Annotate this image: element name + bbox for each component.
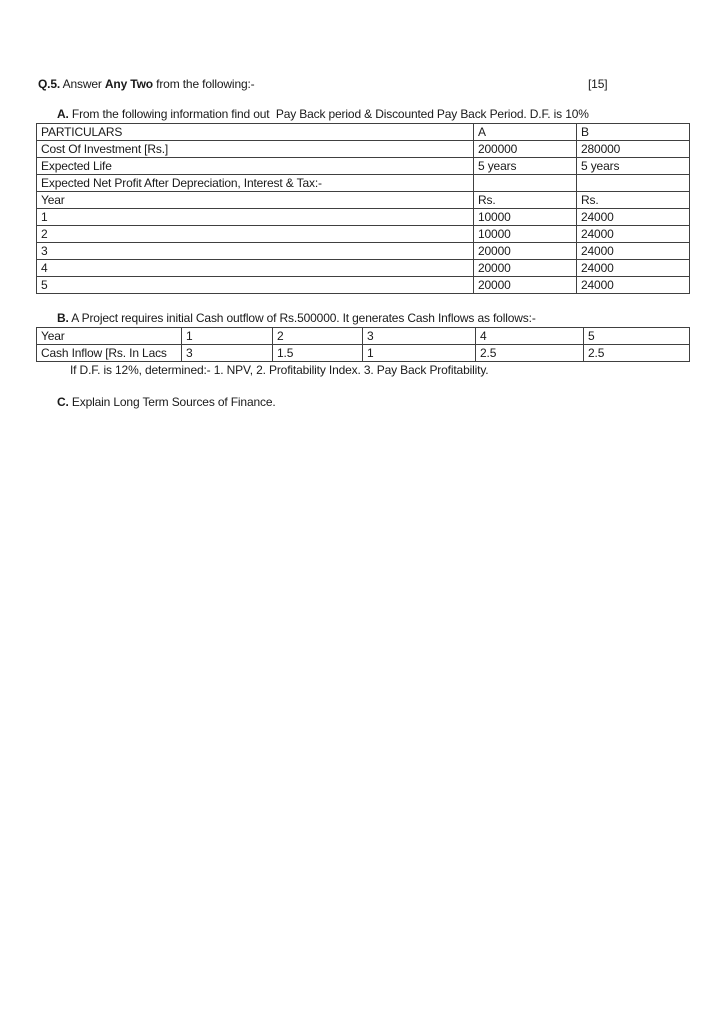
table-row xyxy=(37,209,690,226)
table-row xyxy=(37,260,690,277)
table-cell: 3 xyxy=(363,328,476,345)
table-cell: 20000 xyxy=(474,260,577,277)
table-cell: 2 xyxy=(37,226,474,243)
table-row xyxy=(37,141,690,158)
table-cell: 4 xyxy=(37,260,474,277)
table-cell: 24000 xyxy=(577,243,690,260)
table-cell: 280000 xyxy=(577,141,690,158)
table-cell: 5 years xyxy=(474,158,577,175)
table-row xyxy=(37,277,690,294)
section-c-label: C. xyxy=(57,395,69,409)
table-row xyxy=(37,345,690,362)
section-b-label: B. xyxy=(57,311,69,325)
table-cell: 20000 xyxy=(474,277,577,294)
table-cell: 200000 xyxy=(474,141,577,158)
table-cell: 2.5 xyxy=(584,345,690,362)
table-header-cell: B xyxy=(577,124,690,141)
section-c-heading xyxy=(57,395,276,409)
table-cell: 3 xyxy=(37,243,474,260)
table-row xyxy=(37,226,690,243)
question-text-post: from the following:- xyxy=(152,77,255,91)
table-cell: 1 xyxy=(363,345,476,362)
section-a-table xyxy=(36,123,690,294)
table-cell: 24000 xyxy=(577,209,690,226)
table-header-cell: PARTICULARS xyxy=(37,124,474,141)
question-number: Q.5. xyxy=(38,77,61,91)
section-a-label: A. xyxy=(57,107,69,121)
section-c-text: Explain Long Term Sources of Finance. xyxy=(68,395,276,409)
table-cell: Cash Inflow [Rs. In Lacs xyxy=(37,345,182,362)
table-header-cell: A xyxy=(474,124,577,141)
table-row xyxy=(37,124,690,141)
table-cell: Rs. xyxy=(577,192,690,209)
question-line xyxy=(38,77,255,91)
table-row xyxy=(37,192,690,209)
table-cell: Expected Life xyxy=(37,158,474,175)
table-cell: 20000 xyxy=(474,243,577,260)
section-a-heading xyxy=(57,107,589,121)
table-cell: 2.5 xyxy=(476,345,584,362)
table-row xyxy=(37,175,690,192)
table-cell: 4 xyxy=(476,328,584,345)
section-b-heading xyxy=(57,311,536,325)
table-cell: 24000 xyxy=(577,277,690,294)
table-cell xyxy=(577,175,690,192)
table-cell: 5 xyxy=(37,277,474,294)
question-emphasis: Any Two xyxy=(104,77,153,91)
table-cell xyxy=(474,175,577,192)
table-cell: Rs. xyxy=(474,192,577,209)
table-cell: 5 xyxy=(584,328,690,345)
table-cell: 10000 xyxy=(474,226,577,243)
table-row xyxy=(37,243,690,260)
table-cell: 2 xyxy=(273,328,363,345)
section-a-text: From the following information find out Pay Back period & Discounted Pay Back Period. D.F. is 10% xyxy=(68,107,589,121)
table-cell: Expected Net Profit After Depreciation, Interest & Tax:- xyxy=(37,175,474,192)
table-cell: Year xyxy=(37,328,182,345)
table-row xyxy=(37,158,690,175)
table-row xyxy=(37,328,690,345)
section-b-text: A Project requires initial Cash outflow of Rs.500000. It generates Cash Inflows as follows:- xyxy=(68,311,536,325)
section-b-note: If D.F. is 12%, determined:- 1. NPV, 2. Profitability Index. 3. Pay Back Profitability. xyxy=(70,363,489,377)
table-cell: 3 xyxy=(182,345,273,362)
table-cell: 1.5 xyxy=(273,345,363,362)
table-cell: Year xyxy=(37,192,474,209)
table-cell: 1 xyxy=(37,209,474,226)
question-text-pre: Answer xyxy=(60,77,105,91)
table-cell: Cost Of Investment [Rs.] xyxy=(37,141,474,158)
table-cell: 10000 xyxy=(474,209,577,226)
table-cell: 1 xyxy=(182,328,273,345)
marks-badge: [15] xyxy=(588,77,608,91)
table-cell: 5 years xyxy=(577,158,690,175)
table-cell: 24000 xyxy=(577,260,690,277)
section-b-table xyxy=(36,327,690,362)
table-cell: 24000 xyxy=(577,226,690,243)
